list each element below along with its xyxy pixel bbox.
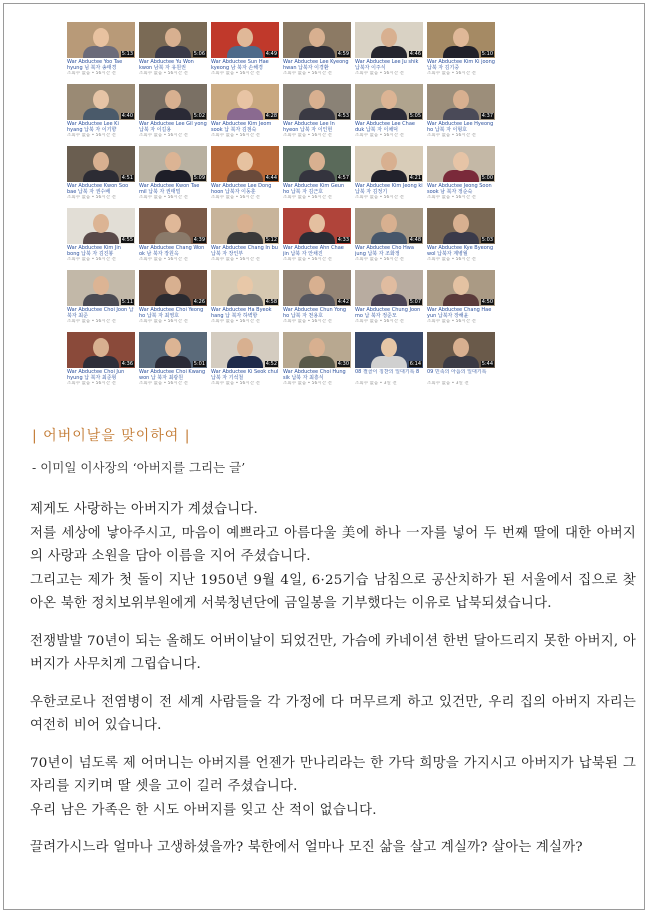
video-thumbnail[interactable]: [67, 146, 135, 182]
paragraph: 끌려가시느라 얼마나 고생하셨을까? 북한에서 얼마나 모진 삶을 살고 계실까? 살아는 계실까?: [30, 840, 583, 855]
video-title[interactable]: War Abductee Kye Byeong wol 납북자 계병월: [427, 245, 494, 257]
person-head: [381, 152, 397, 171]
video-title[interactable]: War Abductee Lee Dong hoon 납북자 이동훈: [211, 183, 272, 195]
video-title[interactable]: War Abductee Kwon Tae mil 납북 자 권태밀: [139, 183, 200, 195]
video-card[interactable]: [283, 84, 351, 142]
video-card[interactable]: [139, 332, 207, 390]
person-head: [309, 28, 325, 47]
video-card[interactable]: [283, 146, 351, 204]
person-body: [299, 170, 335, 182]
video-card[interactable]: [283, 332, 351, 390]
video-title[interactable]: War Abductee Lee Kyeong hwan 납북자 이경환: [283, 59, 349, 71]
person-head: [165, 28, 181, 47]
person-body: [371, 232, 407, 244]
video-title[interactable]: War Abductee Choi Kwang won 납 북자 최광원: [139, 369, 206, 381]
video-title[interactable]: War Abductee Ahn Chae jin 납북 자 안채진: [283, 245, 344, 257]
video-meta: 조회수 없음 • 56시간 전: [355, 133, 404, 138]
video-title[interactable]: War Abductee Yoo Tae hyung 님 북자 송태경: [67, 59, 123, 71]
person-body: [443, 232, 479, 244]
video-thumbnail[interactable]: [283, 22, 351, 58]
video-card[interactable]: [427, 146, 495, 204]
person-head: [93, 28, 109, 47]
video-duration: 4:33: [337, 237, 349, 243]
video-title[interactable]: War Abductee Chang Won ok 남 북자 장원옥: [139, 245, 205, 257]
video-duration: 5:01: [193, 361, 205, 367]
video-duration: 5:13: [121, 51, 133, 57]
video-card[interactable]: [67, 22, 135, 80]
video-card[interactable]: [427, 332, 495, 390]
person-body: [155, 356, 191, 368]
video-thumbnail[interactable]: [67, 208, 135, 244]
video-thumbnail[interactable]: [283, 84, 351, 120]
video-card[interactable]: [67, 208, 135, 266]
video-card[interactable]: [211, 208, 279, 266]
video-title[interactable]: War Abductee Ha Byeok hang 납 북자 하벽항: [211, 307, 272, 319]
video-card[interactable]: [355, 332, 423, 390]
video-meta: 조회수 없음 • 56시간 전: [283, 257, 332, 262]
video-meta: 조회수 없음 • 56시간 전: [139, 71, 188, 76]
person-head: [453, 90, 469, 109]
video-meta: 조회수 없음 • 56시간 전: [211, 381, 260, 386]
video-duration: 4:52: [265, 361, 277, 367]
video-thumbnail[interactable]: [355, 22, 423, 58]
video-duration: 4:55: [121, 237, 133, 243]
video-thumbnail[interactable]: [283, 332, 351, 368]
video-card[interactable]: [211, 146, 279, 204]
video-title[interactable]: War Abductee Yu Won kwon 남북 자 유원권: [139, 59, 194, 71]
video-thumbnail[interactable]: [355, 270, 423, 306]
video-title[interactable]: War Abductee Chang In bu 납북 자 장인부: [211, 245, 278, 257]
video-card[interactable]: [355, 270, 423, 328]
person-head: [93, 90, 109, 109]
person-head: [93, 338, 109, 357]
video-meta: 조회수 없음 • 56시간 전: [355, 319, 404, 324]
video-meta: 조회수 없음 • 56시간 전: [211, 133, 260, 138]
video-card[interactable]: [427, 22, 495, 80]
person-head: [309, 152, 325, 171]
video-card[interactable]: [67, 332, 135, 390]
video-card[interactable]: [139, 84, 207, 142]
video-meta: 조회수 없음 • 56시간 전: [139, 381, 188, 386]
video-meta: 조회수 없음 • 56시간 전: [427, 257, 476, 262]
video-meta: 조회수 없음 • 3일 전: [355, 381, 397, 386]
video-duration: 5:10: [481, 51, 493, 57]
video-card[interactable]: [67, 146, 135, 204]
video-duration: 4:42: [337, 299, 349, 305]
person-head: [237, 338, 253, 357]
video-meta: 조회수 없음 • 56시간 전: [67, 257, 116, 262]
video-title[interactable]: War Abductee Lee Ki hyang 납북 자 이기향: [67, 121, 119, 133]
video-thumbnail[interactable]: [67, 270, 135, 306]
video-thumbnail[interactable]: [211, 84, 279, 120]
section-heading: | 어버이날을 맞이하여 |: [32, 428, 191, 444]
video-card[interactable]: [427, 208, 495, 266]
video-thumbnail[interactable]: [427, 208, 495, 244]
person-head: [309, 214, 325, 233]
person-body: [83, 170, 119, 182]
video-card[interactable]: [283, 270, 351, 328]
video-title[interactable]: War Abductee Choi Yeong ho 납북 자 최영호: [139, 307, 204, 319]
paragraph: 전쟁발발 70년이 되는 올해도 어버이날이 되었건만, 가슴에 카네이션 한번 달아드리지 못한 아버지, 아버지가 사무치게 그립습니다.: [30, 633, 636, 672]
person-head: [453, 276, 469, 295]
byline: - 이미일 이사장의 ‘아버지를 그리는 글’: [32, 460, 246, 475]
paragraph: 70년이 넘도록 제 어머니는 아버지를 언젠가 만나리라는 한 가닥 희망을 가지시고 아버지가 납북된 그 자리를 지키며 딸 셋을 고이 길러 주셨습니다. 우리 남은 가족은 한 시도 아버지를 잊고 산 적이 없습니다.: [30, 755, 636, 818]
video-duration: 5:03: [481, 237, 493, 243]
person-body: [227, 46, 263, 58]
video-meta: 조회수 없음 • 56시간 전: [283, 319, 332, 324]
video-card[interactable]: [139, 270, 207, 328]
person-head: [93, 214, 109, 233]
video-meta: 조회수 없음 • 56시간 전: [139, 133, 188, 138]
video-thumbnail[interactable]: [67, 332, 135, 368]
video-duration: 4:49: [265, 51, 277, 57]
video-meta: 조회수 없음 • 56시간 전: [67, 381, 116, 386]
video-meta: 조회수 없음 • 56시간 전: [355, 257, 404, 262]
video-thumbnail[interactable]: [211, 146, 279, 182]
video-title[interactable]: War Abductee Choi Hung sik 납북 자 최흥식: [283, 369, 346, 381]
video-meta: 조회수 없음 • 56시간 전: [283, 71, 332, 76]
person-body: [299, 108, 335, 120]
video-duration: 5:11: [121, 299, 133, 305]
video-card[interactable]: [427, 84, 495, 142]
person-head: [381, 90, 397, 109]
video-title[interactable]: War Abductee Choi Joon 납북자 최준: [67, 307, 134, 319]
video-thumbnail[interactable]: [139, 208, 207, 244]
person-body: [227, 232, 263, 244]
video-thumbnail[interactable]: [355, 332, 423, 368]
person-head: [453, 152, 469, 171]
video-meta: 조회수 없음 • 56시간 전: [139, 257, 188, 262]
person-body: [299, 356, 335, 368]
video-duration: 5:06: [193, 51, 205, 57]
video-duration: 4:21: [409, 175, 421, 181]
video-title[interactable]: War Abductee Kim Ki joong 납북 자 김기중: [427, 59, 495, 71]
video-grid: [67, 22, 497, 394]
person-body: [83, 232, 119, 244]
person-body: [299, 46, 335, 58]
paragraph: 제게도 사랑하는 아버지가 계셨습니다. 저를 세상에 낳아주시고, 마음이 예쁘라고 아름다울 美에 하나 一자를 넣어 두 번째 딸에 대한 아버지의 사랑과 소원을 담아 이름을 지어 주셨습니다. 그리고는 제가 첫 돌이 지난 1950년 9월 4일, 6·25기습 남침으로 공산치하가 된 서울에서 집으로 찾아온 북한 정치보위부원에게 서북청년단에 금일봉을 기부했다는 이유로 납북되셨습니다.: [30, 502, 636, 611]
video-duration: 4:46: [409, 51, 421, 57]
person-body: [83, 46, 119, 58]
video-title[interactable]: War Abductee Lee In hyeon 납북 자 이인현: [283, 121, 335, 133]
video-thumbnail[interactable]: [211, 270, 279, 306]
video-duration: 4:26: [193, 299, 205, 305]
person-body: [443, 294, 479, 306]
video-thumbnail[interactable]: [427, 84, 495, 120]
person-head: [237, 90, 253, 109]
person-head: [381, 338, 397, 357]
video-title[interactable]: War Abductee Kim Jeom sook 납 북자 김점숙: [211, 121, 272, 133]
video-duration: 4:59: [337, 51, 349, 57]
video-duration: 4:44: [265, 175, 277, 181]
person-head: [453, 338, 469, 357]
video-duration: 4:51: [121, 175, 133, 181]
video-thumbnail[interactable]: [139, 270, 207, 306]
video-thumbnail[interactable]: [139, 84, 207, 120]
person-head: [165, 90, 181, 109]
video-thumbnail[interactable]: [283, 270, 351, 306]
video-duration: 5:09: [193, 175, 205, 181]
video-meta: 조회수 없음 • 56시간 전: [283, 133, 332, 138]
video-thumbnail[interactable]: [283, 146, 351, 182]
person-body: [83, 294, 119, 306]
video-meta: 조회수 없음 • 56시간 전: [211, 71, 260, 76]
video-thumbnail[interactable]: [427, 332, 495, 368]
video-card[interactable]: [355, 84, 423, 142]
video-meta: 조회수 없음 • 56시간 전: [67, 133, 116, 138]
person-head: [309, 90, 325, 109]
video-duration: 4:28: [265, 113, 277, 119]
person-body: [83, 356, 119, 368]
person-body: [155, 108, 191, 120]
paragraph: 우한코로나 전염병이 전 세계 사람들을 각 가정에 다 머무르게 하고 있건만, 우리 집의 아버지 자리는 여전히 비어 있습니다.: [30, 694, 636, 733]
video-card[interactable]: [67, 84, 135, 142]
video-card[interactable]: [211, 84, 279, 142]
video-duration: 4:37: [481, 113, 493, 119]
video-meta: 조회수 없음 • 56시간 전: [283, 381, 332, 386]
video-duration: 4:36: [121, 361, 133, 367]
person-body: [371, 294, 407, 306]
person-head: [165, 276, 181, 295]
video-meta: 조회수 없음 • 56시간 전: [67, 195, 116, 200]
video-title[interactable]: War Abductee Ki Seok chul 납북 자 기석철: [211, 369, 279, 381]
video-duration: 5:05: [409, 113, 421, 119]
video-card[interactable]: [139, 22, 207, 80]
person-head: [381, 214, 397, 233]
person-body: [371, 46, 407, 58]
person-body: [371, 356, 407, 368]
video-meta: 조회수 없음 • 3일 전: [427, 381, 469, 386]
person-body: [83, 108, 119, 120]
video-title[interactable]: War Abductee Sun Hae kyeong 남 북자 손해경: [211, 59, 269, 71]
video-title[interactable]: War Abductee Chang Hae yun 납북자 장해윤: [427, 307, 492, 319]
video-duration: 5:44: [481, 361, 493, 367]
video-title[interactable]: War Abductee Choi Jun hyung 납 북자 최준형: [67, 369, 125, 381]
video-meta: 조회수 없음 • 56시간 전: [211, 195, 260, 200]
video-thumbnail[interactable]: [355, 208, 423, 244]
video-thumbnail[interactable]: [67, 84, 135, 120]
video-thumbnail[interactable]: [355, 84, 423, 120]
person-head: [237, 28, 253, 47]
video-title[interactable]: War Abductee Chun Yong ho 납북 자 천용호: [283, 307, 347, 319]
person-head: [165, 152, 181, 171]
person-head: [165, 338, 181, 357]
video-duration: 4:30: [337, 361, 349, 367]
person-body: [443, 108, 479, 120]
video-duration: 5:07: [409, 299, 421, 305]
person-head: [237, 276, 253, 295]
person-head: [309, 338, 325, 357]
person-body: [155, 46, 191, 58]
video-card[interactable]: [211, 270, 279, 328]
video-title[interactable]: War Abductee Cho Hwa jung 납북 자 조화정: [355, 245, 414, 257]
video-thumbnail[interactable]: [139, 332, 207, 368]
article-body: [30, 498, 636, 874]
video-meta: 조회수 없음 • 56시간 전: [427, 71, 476, 76]
person-head: [93, 276, 109, 295]
video-card[interactable]: [283, 208, 351, 266]
video-thumbnail[interactable]: [67, 22, 135, 58]
person-head: [237, 214, 253, 233]
person-body: [371, 170, 407, 182]
video-duration: 4:48: [409, 237, 421, 243]
video-meta: 조회수 없음 • 56시간 전: [67, 71, 116, 76]
video-thumbnail[interactable]: [211, 22, 279, 58]
video-meta: 조회수 없음 • 56시간 전: [211, 257, 260, 262]
video-card[interactable]: [211, 22, 279, 80]
video-title[interactable]: War Abductee Lee Hyeong ho 납북 자 이형호: [427, 121, 494, 133]
video-duration: 4:58: [265, 299, 277, 305]
video-card[interactable]: [67, 270, 135, 328]
person-body: [227, 108, 263, 120]
video-meta: 조회수 없음 • 56시간 전: [355, 195, 404, 200]
person-body: [155, 170, 191, 182]
person-head: [309, 276, 325, 295]
video-title[interactable]: 09 민족의 아픔의 일대기록: [427, 369, 487, 375]
video-thumbnail[interactable]: [139, 146, 207, 182]
person-body: [299, 294, 335, 306]
person-head: [237, 152, 253, 171]
video-thumbnail[interactable]: [211, 208, 279, 244]
video-duration: 5:02: [193, 113, 205, 119]
video-title[interactable]: War Abductee Lee Gil yong 납북 자 이길용: [139, 121, 207, 133]
person-head: [453, 28, 469, 47]
video-title[interactable]: War Abductee Kim Jeong ki 납북 자 김정기: [355, 183, 423, 195]
video-duration: 6:14: [409, 361, 421, 367]
video-card[interactable]: [211, 332, 279, 390]
video-title[interactable]: War Abductee Kim Jin bong 납북 자 김진봉: [67, 245, 121, 257]
person-head: [381, 276, 397, 295]
video-thumbnail[interactable]: [139, 22, 207, 58]
video-meta: 조회수 없음 • 56시간 전: [139, 319, 188, 324]
video-duration: 5:00: [481, 175, 493, 181]
video-meta: 조회수 없음 • 56시간 전: [427, 319, 476, 324]
video-card[interactable]: [355, 208, 423, 266]
video-meta: 조회수 없음 • 56시간 전: [139, 195, 188, 200]
video-meta: 조회수 없음 • 56시간 전: [283, 195, 332, 200]
video-thumbnail[interactable]: [427, 270, 495, 306]
video-meta: 조회수 없음 • 56시간 전: [355, 71, 404, 76]
video-thumbnail[interactable]: [427, 146, 495, 182]
video-thumbnail[interactable]: [283, 208, 351, 244]
person-body: [443, 170, 479, 182]
person-body: [371, 108, 407, 120]
person-body: [227, 356, 263, 368]
video-card[interactable]: [283, 22, 351, 80]
video-card[interactable]: [139, 146, 207, 204]
video-thumbnail[interactable]: [427, 22, 495, 58]
video-duration: 4:50: [481, 299, 493, 305]
video-card[interactable]: [355, 22, 423, 80]
video-thumbnail[interactable]: [355, 146, 423, 182]
video-card[interactable]: [355, 146, 423, 204]
video-meta: 조회수 없음 • 56시간 전: [427, 133, 476, 138]
video-duration: 4:53: [337, 113, 349, 119]
video-title[interactable]: War Abductee Lee Chae duk 납북 자 이채덕: [355, 121, 415, 133]
person-body: [443, 46, 479, 58]
video-meta: 조회수 없음 • 56시간 전: [427, 195, 476, 200]
video-duration: 4:57: [337, 175, 349, 181]
video-card[interactable]: [139, 208, 207, 266]
video-duration: 4:40: [121, 113, 133, 119]
person-body: [227, 170, 263, 182]
video-title[interactable]: War Abductee Jeong Soon sook 남 북자 정순숙: [427, 183, 492, 195]
video-title[interactable]: War Abductee Lee Ju shik 납북자 이주식: [355, 59, 419, 71]
video-duration: 5:12: [265, 237, 277, 243]
person-body: [227, 294, 263, 306]
video-title[interactable]: War Abductee Chung Joon mo 납 북자 정준모: [355, 307, 421, 319]
person-head: [453, 214, 469, 233]
person-body: [155, 232, 191, 244]
video-duration: 4:39: [193, 237, 205, 243]
video-title[interactable]: War Abductee Kwon Soo bae 납북 자 권수배: [67, 183, 129, 195]
person-head: [165, 214, 181, 233]
video-meta: 조회수 없음 • 56시간 전: [211, 319, 260, 324]
person-head: [93, 152, 109, 171]
person-body: [155, 294, 191, 306]
video-thumbnail[interactable]: [211, 332, 279, 368]
video-title[interactable]: 08 절골이 칭찬의 일대기록 8: [355, 369, 420, 375]
person-body: [299, 232, 335, 244]
video-meta: 조회수 없음 • 56시간 전: [67, 319, 116, 324]
person-head: [381, 28, 397, 47]
video-card[interactable]: [427, 270, 495, 328]
video-title[interactable]: War Abductee Kim Geun ho 납북 자 김근호: [283, 183, 345, 195]
person-body: [443, 356, 479, 368]
